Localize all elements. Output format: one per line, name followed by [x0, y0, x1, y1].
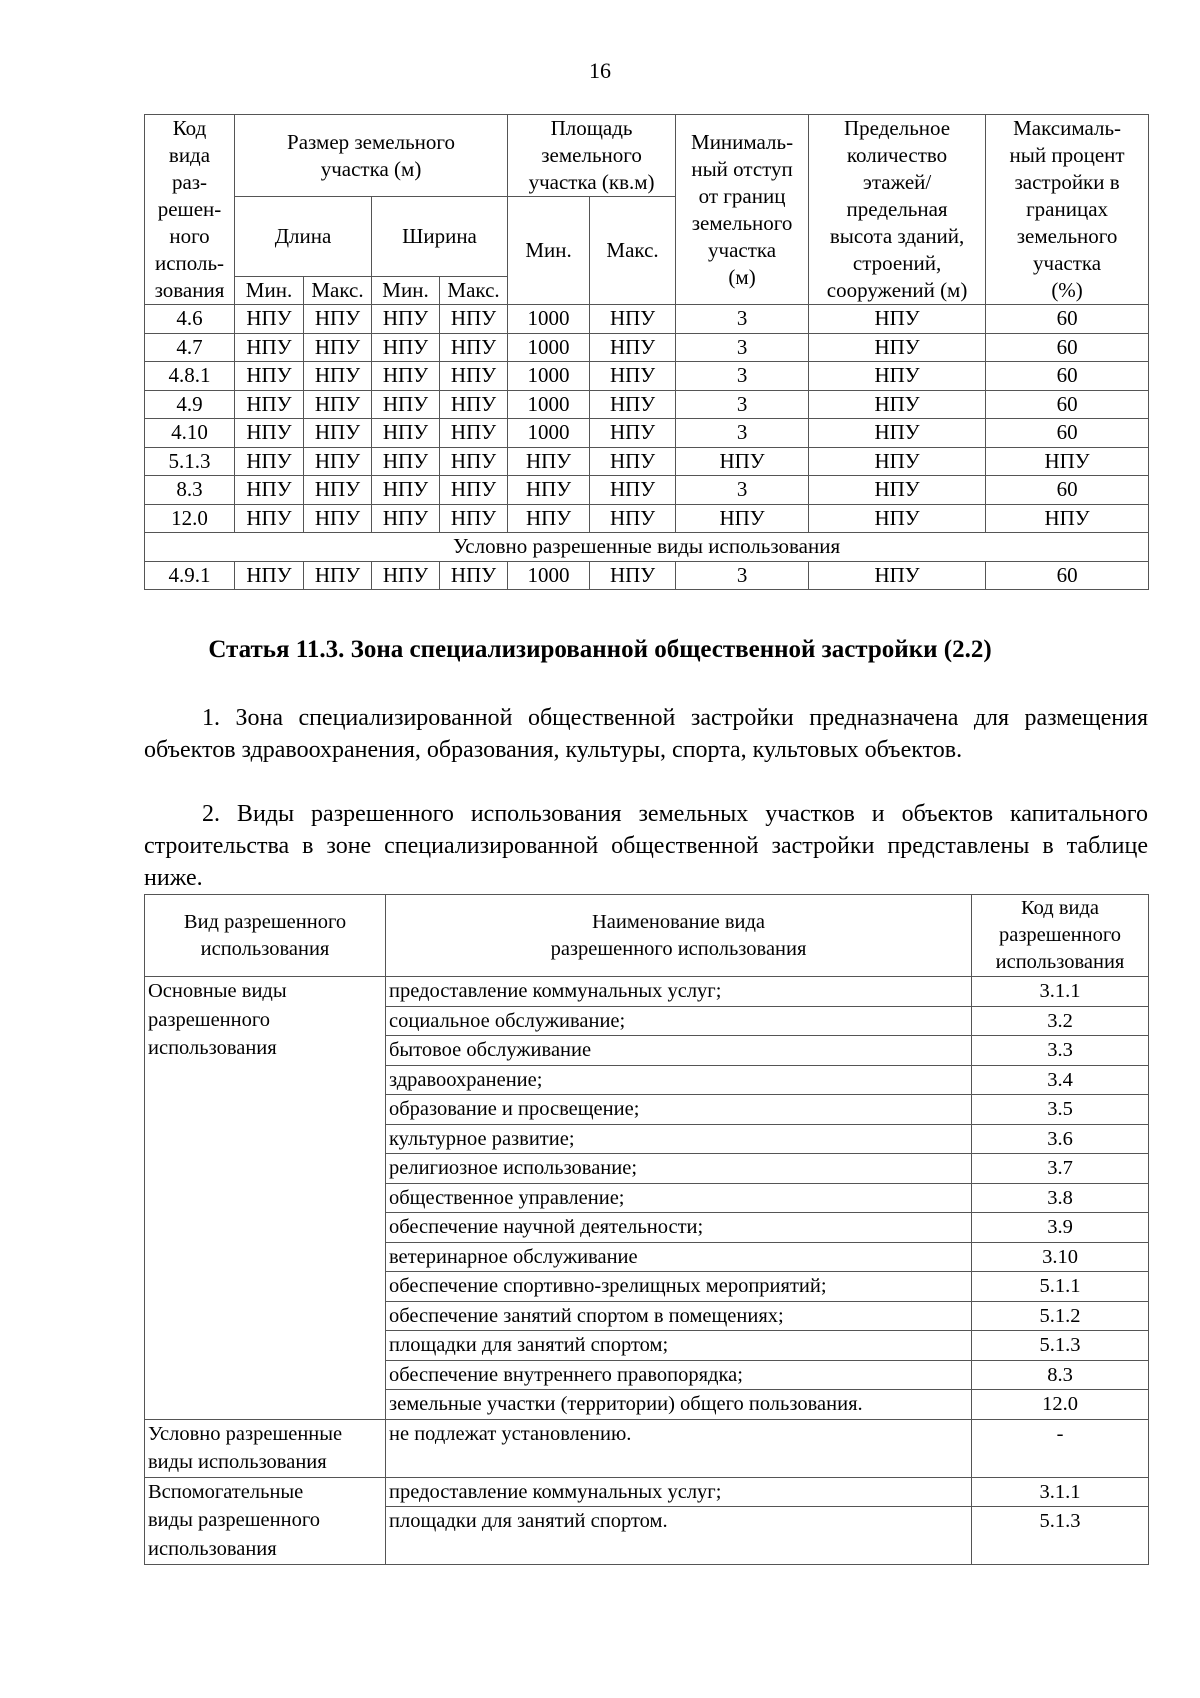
use-code-cell: - — [972, 1419, 1149, 1477]
table-cell: НПУ — [440, 362, 508, 391]
table-cell: 60 — [986, 476, 1149, 505]
table-cell: НПУ — [304, 504, 372, 533]
use-name-cell: обеспечение спортивно-зрелищных мероприятий; — [386, 1272, 972, 1302]
use-group-label-line: Вспомогательные — [148, 1480, 304, 1503]
header-area: Площадь земельного участка (кв.м) — [508, 115, 676, 197]
table-cell: НПУ — [304, 362, 372, 391]
table-row — [145, 419, 1149, 448]
table-row — [145, 333, 1149, 362]
use-name-cell: культурное развитие; — [386, 1124, 972, 1154]
use-name-cell: обеспечение внутреннего правопорядка; — [386, 1360, 972, 1390]
table-cell: НПУ — [235, 419, 304, 448]
use-code-cell: 3.8 — [972, 1183, 1149, 1213]
conditional-uses-label: Условно разрешенные виды использования — [145, 533, 1149, 562]
use-group-label-line: виды разрешенного — [148, 1509, 320, 1531]
table-cell: НПУ — [304, 447, 372, 476]
use-code-cell: 5.1.1 — [972, 1272, 1149, 1302]
use-group-label-line: разрешенного — [148, 1008, 271, 1031]
table-cell: НПУ — [676, 504, 809, 533]
table-cell: 3 — [676, 305, 809, 334]
use-code-cell: 3.5 — [972, 1095, 1149, 1125]
table-cell: 3 — [676, 333, 809, 362]
table-cell: 3 — [676, 476, 809, 505]
use-group-label-line: Основные виды — [148, 980, 287, 1002]
table-cell: НПУ — [986, 504, 1149, 533]
use-code-cell: 5.1.3 — [145, 447, 235, 476]
table-cell: НПУ — [372, 333, 440, 362]
table-cell: 3 — [676, 390, 809, 419]
table-cell: 3 — [676, 419, 809, 448]
table-row — [145, 447, 1149, 476]
use-name-cell: предоставление коммунальных услуг; — [386, 977, 972, 1007]
header-use-code: Код вида разрешенного использования — [972, 895, 1149, 977]
table-cell: НПУ — [590, 447, 676, 476]
table-row — [145, 362, 1149, 391]
table-cell: НПУ — [235, 504, 304, 533]
table-cell: НПУ — [809, 476, 986, 505]
use-name-cell: религиозное использование; — [386, 1154, 972, 1184]
table-cell: НПУ — [590, 419, 676, 448]
table-cell: НПУ — [235, 362, 304, 391]
table-row — [145, 1477, 1149, 1507]
table-cell: НПУ — [440, 504, 508, 533]
use-code-cell: 4.6 — [145, 305, 235, 334]
table-cell: НПУ — [372, 476, 440, 505]
table-cell: НПУ — [440, 305, 508, 334]
table-cell: 3 — [676, 362, 809, 391]
use-code-cell: 3.4 — [972, 1065, 1149, 1095]
use-group-label — [145, 1477, 386, 1565]
use-name-cell: общественное управление; — [386, 1183, 972, 1213]
table-cell: НПУ — [235, 305, 304, 334]
table-cell: 60 — [986, 561, 1149, 590]
table-cell: НПУ — [508, 476, 590, 505]
table-cell: НПУ — [809, 561, 986, 590]
use-code-cell: 3.9 — [972, 1213, 1149, 1243]
table-cell: НПУ — [235, 390, 304, 419]
table-cell: НПУ — [809, 504, 986, 533]
zone-uses-table — [144, 894, 1149, 1565]
use-code-cell: 4.8.1 — [145, 362, 235, 391]
table-cell: НПУ — [590, 561, 676, 590]
table-cell: НПУ — [440, 390, 508, 419]
table-row — [145, 561, 1149, 590]
table-cell: 1000 — [508, 419, 590, 448]
table-row — [145, 533, 1149, 562]
table-cell: НПУ — [372, 504, 440, 533]
header-use-type: Вид разрешенного использования — [145, 895, 386, 977]
table-cell: НПУ — [809, 305, 986, 334]
use-name-cell: образование и просвещение; — [386, 1095, 972, 1125]
header-area-min: Мин. — [508, 197, 590, 305]
use-group-label — [145, 977, 386, 1420]
header-width-min: Мин. — [372, 277, 440, 305]
use-code-cell: 3.10 — [972, 1242, 1149, 1272]
header-area-max: Макс. — [590, 197, 676, 305]
use-code-cell: 3.1.1 — [972, 977, 1149, 1007]
page-number: 16 — [589, 58, 611, 83]
table-cell: НПУ — [440, 419, 508, 448]
use-code-cell: 4.7 — [145, 333, 235, 362]
use-code-cell: 5.1.2 — [972, 1301, 1149, 1331]
use-code-cell: 4.9 — [145, 390, 235, 419]
table-cell: НПУ — [372, 419, 440, 448]
table-cell: 60 — [986, 419, 1149, 448]
table-cell: НПУ — [235, 476, 304, 505]
table-cell: НПУ — [676, 447, 809, 476]
table-cell: НПУ — [809, 362, 986, 391]
header-coverage: Максималь- ный процент застройки в границах земельного участка (%) — [986, 115, 1149, 305]
table-cell: 60 — [986, 362, 1149, 391]
table-cell: НПУ — [304, 333, 372, 362]
table-cell: 1000 — [508, 362, 590, 391]
table-row — [145, 305, 1149, 334]
table-cell: 1000 — [508, 333, 590, 362]
use-code-cell: 4.9.1 — [145, 561, 235, 590]
table-cell: НПУ — [372, 447, 440, 476]
header-use-name: Наименование вида разрешенного использования — [386, 895, 972, 977]
article-heading: Статья 11.3. Зона специализированной общественной застройки (2.2) — [208, 636, 992, 663]
table-cell: НПУ — [590, 504, 676, 533]
use-name-cell: не подлежат установлению. — [386, 1419, 972, 1477]
table-cell: НПУ — [590, 390, 676, 419]
paragraph-1: 1. Зона специализированной общественной застройки предназначена для размещения объектов здравоохранения, образования, культуры, спорта, культовых объектов. — [144, 705, 1148, 763]
table-cell: НПУ — [508, 447, 590, 476]
table-cell: НПУ — [372, 362, 440, 391]
table-cell: НПУ — [809, 447, 986, 476]
use-group-label-line: использования — [148, 1037, 277, 1059]
table-cell: НПУ — [440, 333, 508, 362]
table-cell: НПУ — [235, 333, 304, 362]
use-code-cell: 5.1.3 — [972, 1507, 1149, 1565]
use-name-cell: социальное обслуживание; — [386, 1006, 972, 1036]
header-code: Код вида раз- решен- ного исполь- зования — [145, 115, 235, 305]
use-code-cell: 3.3 — [972, 1036, 1149, 1066]
header-floors: Предельное количество этажей/ предельная высота зданий, строений, сооружений (м) — [809, 115, 986, 305]
use-name-cell: земельные участки (территории) общего пользования. — [386, 1390, 972, 1420]
table-row — [145, 504, 1149, 533]
table-cell: НПУ — [235, 447, 304, 476]
table-cell: 60 — [986, 305, 1149, 334]
use-name-cell: обеспечение занятий спортом в помещениях; — [386, 1301, 972, 1331]
use-code-cell: 12.0 — [145, 504, 235, 533]
table-row — [145, 1419, 1149, 1477]
header-width-max: Макс. — [440, 277, 508, 305]
table-cell: НПУ — [590, 362, 676, 391]
use-group-label — [145, 1419, 386, 1477]
table-cell: НПУ — [372, 390, 440, 419]
table-cell: НПУ — [304, 390, 372, 419]
use-group-label-line: Условно разрешенные — [148, 1422, 343, 1445]
table-cell: НПУ — [508, 504, 590, 533]
table-cell: НПУ — [372, 561, 440, 590]
table-cell: НПУ — [809, 333, 986, 362]
use-name-cell: площадки для занятий спортом. — [386, 1507, 972, 1565]
use-code-cell: 4.10 — [145, 419, 235, 448]
use-name-cell: предоставление коммунальных услуг; — [386, 1477, 972, 1507]
use-code-cell: 5.1.3 — [972, 1331, 1149, 1361]
table-cell: 1000 — [508, 305, 590, 334]
use-group-label-line: использования — [148, 1537, 277, 1560]
table-cell: НПУ — [235, 561, 304, 590]
use-name-cell: бытовое обслуживание — [386, 1036, 972, 1066]
table-cell: НПУ — [809, 419, 986, 448]
table-cell: НПУ — [304, 419, 372, 448]
table-cell: НПУ — [986, 447, 1149, 476]
use-group-label-line: виды использования — [148, 1451, 327, 1473]
parameters-table — [144, 114, 1149, 590]
table-cell: 1000 — [508, 390, 590, 419]
use-code-cell: 12.0 — [972, 1390, 1149, 1420]
table-row — [145, 476, 1149, 505]
table-cell: НПУ — [590, 476, 676, 505]
table-cell: 60 — [986, 390, 1149, 419]
use-code-cell: 3.1.1 — [972, 1477, 1149, 1507]
use-code-cell: 8.3 — [145, 476, 235, 505]
table-cell: НПУ — [590, 305, 676, 334]
table-cell: НПУ — [809, 390, 986, 419]
table-cell: НПУ — [440, 476, 508, 505]
use-name-cell: площадки для занятий спортом; — [386, 1331, 972, 1361]
header-size: Размер земельного участка (м) — [235, 115, 508, 197]
header-length-min: Мин. — [235, 277, 304, 305]
table-row — [145, 977, 1149, 1007]
header-width: Ширина — [372, 197, 508, 277]
paragraph-2: 2. Виды разрешенного использования земельных участков и объектов капитального строительства в зоне специализированной общественной застройки представлены в таблице ниже. — [144, 801, 1148, 891]
table-cell: 3 — [676, 561, 809, 590]
table-cell: НПУ — [304, 476, 372, 505]
use-name-cell: обеспечение научной деятельности; — [386, 1213, 972, 1243]
table-cell: НПУ — [440, 447, 508, 476]
use-name-cell: ветеринарное обслуживание — [386, 1242, 972, 1272]
use-code-cell: 8.3 — [972, 1360, 1149, 1390]
table-cell: НПУ — [304, 305, 372, 334]
use-name-cell: здравоохранение; — [386, 1065, 972, 1095]
header-length-max: Макс. — [304, 277, 372, 305]
table-row — [145, 390, 1149, 419]
use-code-cell: 3.6 — [972, 1124, 1149, 1154]
table-cell: 60 — [986, 333, 1149, 362]
use-code-cell: 3.2 — [972, 1006, 1149, 1036]
table-cell: НПУ — [440, 561, 508, 590]
use-code-cell: 3.7 — [972, 1154, 1149, 1184]
table-cell: 1000 — [508, 561, 590, 590]
table-cell: НПУ — [590, 333, 676, 362]
table-cell: НПУ — [372, 305, 440, 334]
header-length: Длина — [235, 197, 372, 277]
table-cell: НПУ — [304, 561, 372, 590]
header-setback: Минималь- ный отступ от границ земельного участка (м) — [676, 115, 809, 305]
